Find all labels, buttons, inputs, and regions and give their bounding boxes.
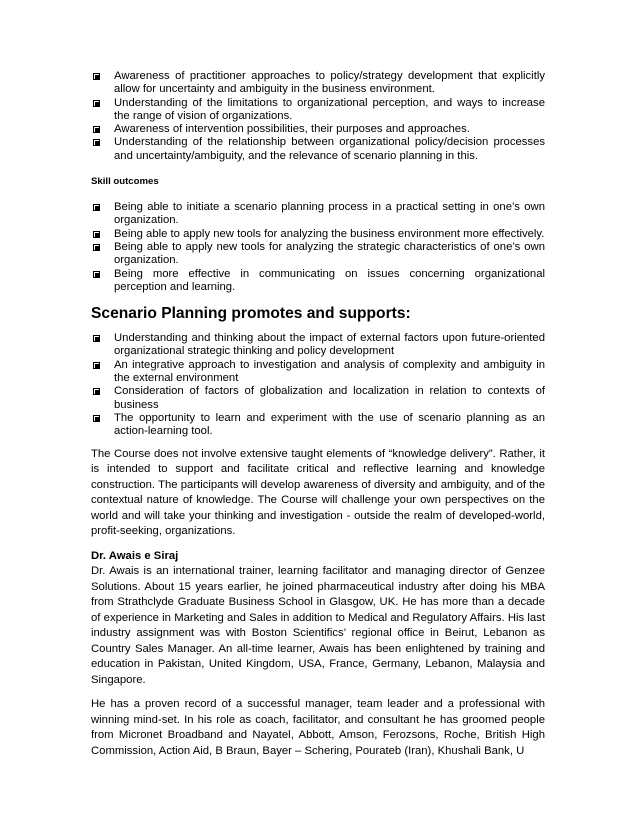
list-item-text: Being able to apply new tools for analyzing the strategic characteristics of one’s own organization. [114,240,545,267]
scenario-planning-heading: Scenario Planning promotes and supports: [91,305,411,323]
list-item [91,359,545,386]
list-item [91,70,545,97]
list-item [91,136,545,163]
list-item [91,332,545,359]
scenario-planning-list [91,332,545,438]
course-paragraph: The Course does not involve extensive taught elements of “knowledge delivery”. Rather, it is intended to support and facilitate critical and reflective learning and knowledge construction. The participants will develop awareness of diversity and ambiguity, and of the contextual nature of knowledge. The Course will challenge your own perspectives on the world and will take your thinking and investigation - outside the realm of developed-world, profit-seeking, organizations. [91,447,545,538]
list-item-text: An integrative approach to investigation and analysis of complexity and ambiguity in the external environment [114,358,545,385]
list-item [91,268,545,295]
list-item-text: Being able to initiate a scenario planning process in a practical setting in one’s own organization. [114,201,545,227]
list-item-text: Being able to apply new tools for analyzing the business environment more effectively. [114,227,545,240]
list-item [91,241,545,268]
list-item [91,412,545,439]
page-content [91,70,545,759]
list-item-text: Understanding of the limitations to organizational perception, and ways to increase the range of vision of organizations. [114,96,545,122]
checkbox-bullet-icon [93,271,100,278]
checkbox-bullet-icon [93,231,100,238]
checkbox-bullet-icon [93,139,100,146]
list-item-text: Awareness of intervention possibilities, their purposes and approaches. [114,123,470,136]
list-item-text: Consideration of factors of globalization and localization in relation to contexts of business [114,385,545,411]
list-item [91,201,545,228]
checkbox-bullet-icon [93,100,100,107]
checkbox-bullet-icon [93,204,100,211]
list-item-text: The opportunity to learn and experiment with the use of scenario planning as an action-learning tool. [114,411,545,438]
checkbox-bullet-icon [93,362,100,369]
list-item-text: Awareness of practitioner approaches to policy/strategy development that explicitly allow for uncertainty and ambiguity in the business environment. [114,70,545,96]
checkbox-bullet-icon [93,388,100,395]
skill-outcomes-list [91,201,545,294]
list-item-text: Being more effective in communicating on issues concerning organizational perception and learning. [114,267,545,293]
bio-name-heading: Dr. Awais e Siraj [91,549,179,562]
list-item [91,123,545,136]
checkbox-bullet-icon [93,73,100,80]
checkbox-bullet-icon [93,244,100,251]
knowledge-outcomes-list [91,70,545,163]
list-item [91,97,545,124]
skill-outcomes-heading: Skill outcomes [91,176,159,188]
checkbox-bullet-icon [93,126,100,133]
list-item-text: Understanding and thinking about the impact of external factors upon future-oriented organizational strategic thinking and policy development [114,332,545,358]
list-item [91,228,545,241]
list-item-text: Understanding of the relationship between organizational policy/decision processes and uncertainty/ambiguity, and the relevance of scenario planning in this. [114,136,545,162]
list-item [91,385,545,412]
checkbox-bullet-icon [93,415,100,422]
bio-paragraph-1: Dr. Awais is an international trainer, learning facilitator and managing director of Genzee Solutions. About 15 years earlier, he joined pharmaceutical industry after doing his MBA from Strathclyde Graduate Business School in Glasgow, UK. He has more than a decade of experience in Marketing and Sales in addition to Medical and Regulatory Affairs. His last industry assignment was with Boston Scientifics’ regional office in Beirut, Lebanon as Country Sales Manager. An all-time learner, Awais has been enlightened by training and education in Pakistan, United Kingdom, USA, France, Germany, Lebanon, Malaysia and Singapore. [91,565,545,686]
checkbox-bullet-icon [93,335,100,342]
bio-paragraph-2: He has a proven record of a successful manager, team leader and a professional with winning mind-set. In his role as coach, facilitator, and consultant he has groomed people from Micronet Broadband and Nayatel, Abbott, Amson, Ferozsons, Roche, British High Commission, Action Aid, B Braun, Bayer – Schering, Pourateb (Iran), Khushali Bank, U [91,698,545,757]
